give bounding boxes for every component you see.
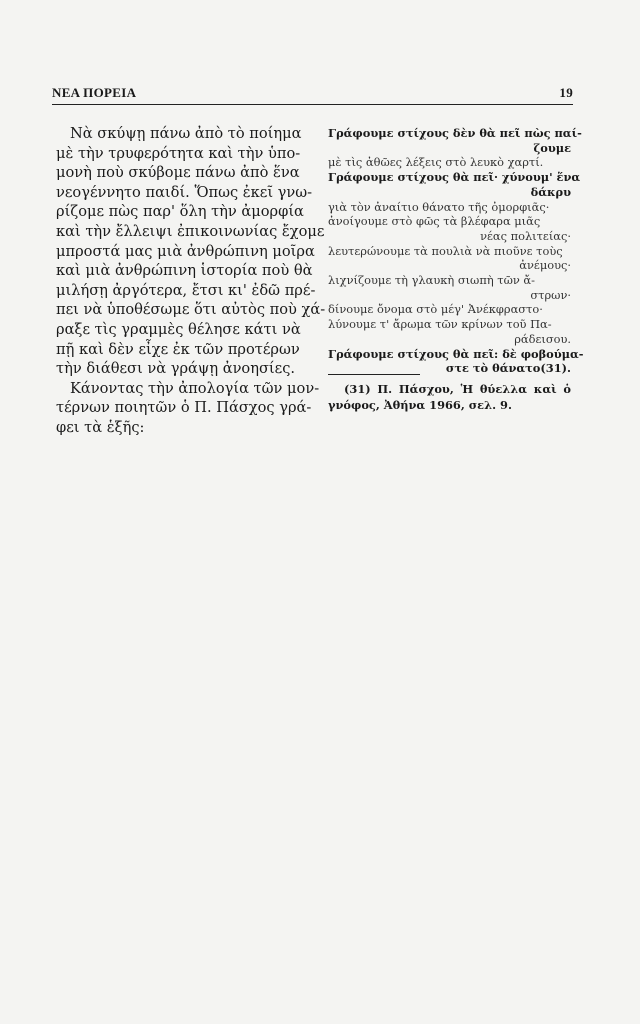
text-line: ραξε τὶς γραμμὲς θέλησε κάτι νὰ (56, 320, 301, 338)
header-rule (52, 104, 573, 105)
paragraph (56, 124, 326, 379)
poem-line: ράδεισου. (514, 331, 571, 346)
footnote-rule (328, 374, 420, 375)
paragraph (56, 379, 320, 438)
left-column (56, 124, 326, 438)
poem-line: ζουμε (533, 140, 571, 155)
poem-line: ἀνέμους· (519, 258, 571, 273)
poem-line: λιχνίζουμε τὴ γλαυκὴ σιωπὴ τῶν ἄ- (328, 273, 535, 288)
text-line: τέρνων ποιητῶν ὁ Π. Πάσχος γρά- (56, 399, 312, 417)
poem-line: δίνουμε ὄνομα στὸ μέγ' Ἀνέκφραστο· (328, 302, 543, 317)
journal-title: ΝΕΑ ΠΟΡΕΙΑ (52, 85, 137, 100)
text-line: μὲ τὴν τρυφερότητα καὶ τὴν ὑπο- (56, 144, 301, 162)
page-number: 19 (559, 85, 573, 100)
footnote: (31) Π. Πάσχου, Ἡ θύελλα καὶ ὁ γνόφος, Ἀθήνα 1966, σελ. 9. (328, 382, 571, 412)
poem-line: λύνουμε τ' ἄρωμα τῶν κρίνων τοῦ Πα- (328, 317, 552, 332)
text-line: ρίζομε πὼς παρ' ὅλη τὴν ἀμορφία (56, 203, 304, 221)
text-line: Νὰ σκύψῃ πάνω ἀπὸ τὸ ποίημα (70, 125, 302, 142)
text-line: Κάνοντας τὴν ἀπολογία τῶν μον- (70, 379, 320, 397)
text-line: πῇ καὶ δὲν εἶχε ἐκ τῶν προτέρων (56, 340, 300, 358)
poem-line: ἀνοίγουμε στὸ φῶς τὰ βλέφαρα μιᾶς (328, 214, 541, 229)
poem-line: μὲ τὶς ἀθῶες λέξεις στὸ λευκὸ χαρτί. (328, 155, 544, 170)
poem-quote (328, 126, 584, 376)
poem-line: λευτερώνουμε τὰ πουλιὰ νὰ πιοῦνε τοὺς (328, 243, 563, 258)
text-line: φει τὰ ἑξῆς: (56, 418, 145, 436)
poem-line: στε τὸ θάνατο(31). (445, 361, 571, 376)
text-line: νεογέννητο παιδί. Ὅπως ἐκεῖ γνω- (56, 183, 313, 201)
poem-line: δάκρυ (530, 184, 571, 199)
text-line: τὴν διάθεσι νὰ γράψῃ ἀνοησίες. (56, 360, 296, 378)
poem-line: γιὰ τὸν ἀναίτιο θάνατο τῆς ὀμορφιᾶς· (328, 199, 550, 214)
text-line: μιλήσῃ ἀργότερα, ἔτσι κι' ἐδῶ πρέ- (56, 281, 316, 299)
poem-line: στρων· (530, 287, 571, 302)
poem-line: Γράφουμε στίχους δὲν θὰ πεῖ πὼς παί- (328, 126, 582, 140)
text-line: μπροστά μας μιὰ ἀνθρώπινη μοῖρα (56, 242, 315, 260)
text-line: πει νὰ ὑποθέσωμε ὅτι αὐτὸς ποὺ χά- (56, 301, 326, 319)
text-line: καὶ μιὰ ἀνθρώπινη ἱστορία ποὺ θὰ (56, 262, 313, 280)
text-line: καὶ τὴν ἔλλειψι ἐπικοινωνίας ἔχομε (56, 222, 325, 240)
text-line: μονὴ ποὺ σκύβομε πάνω ἀπὸ ἕνα (56, 164, 300, 182)
poem-line: Γράφουμε στίχους θὰ πεῖ: δὲ φοβούμα- (328, 346, 584, 361)
poem-line: Γράφουμε στίχους θὰ πεῖ· χύνουμ' ἕνα (328, 170, 581, 185)
poem-line: νέας πολιτείας· (480, 228, 571, 243)
